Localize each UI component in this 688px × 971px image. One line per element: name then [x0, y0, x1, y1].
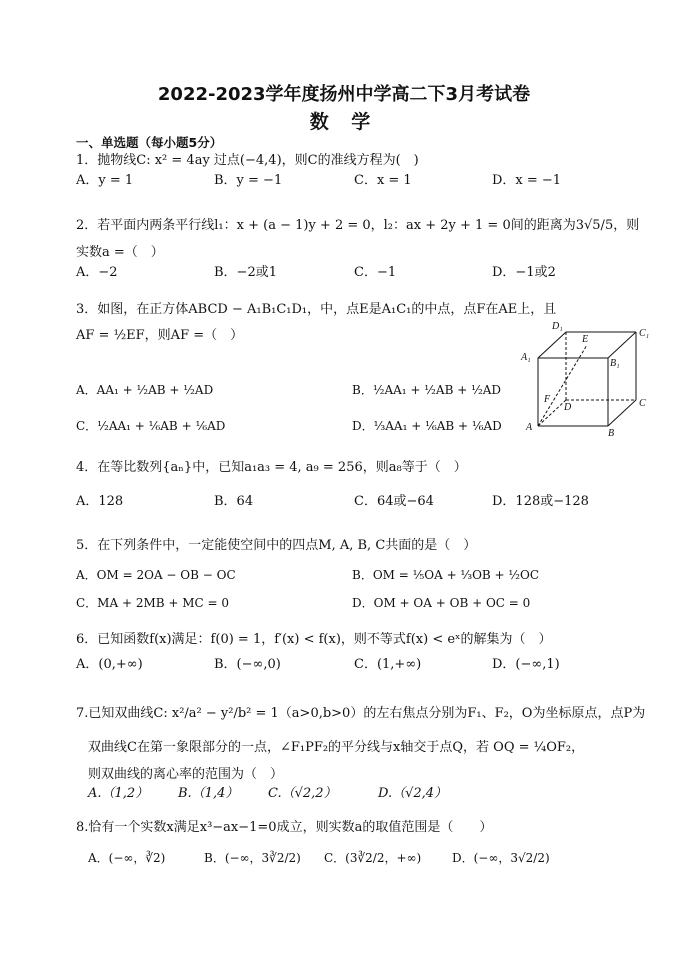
subject-title: 数 学	[309, 111, 379, 133]
q8-option-d: D．(−∞，3√2/2)	[452, 851, 550, 865]
q1-option-a: A．y = 1	[76, 173, 134, 188]
label-e: E	[582, 334, 589, 345]
q5-option-b: B．OM = ⅕OA + ⅓OB + ½OC	[352, 568, 540, 582]
q2-stem-2: 实数a =（ ）	[76, 245, 164, 260]
q3-stem-2: AF = ½EF，则AF =（ ）	[76, 328, 244, 343]
q4-option-b: B．64	[214, 494, 254, 509]
q8-option-a: A．(−∞，∛2)	[88, 851, 166, 865]
label-c: C	[639, 398, 646, 409]
q8-stem: 8.恰有一个实数x满足x³−ax−1=0成立，则实数a的取值范围是（ ）	[76, 820, 493, 835]
section-heading: 一、单选题（每小题5分）	[76, 135, 223, 150]
q7-stem-3: 则双曲线的离心率的范围为（ ）	[88, 767, 284, 782]
q5-option-d: D．OM + OA + OB + OC = 0	[352, 596, 531, 610]
q2-option-d: D．−1或2	[492, 265, 556, 280]
q2-stem: 2．若平面内两条平行线l₁：x + (a − 1)y + 2 = 0，l₂：ax + 2y + 1 = 0间的距离为3√5/5，则	[76, 218, 640, 233]
cube-figure	[518, 318, 660, 440]
q6-option-a: A．(0,+∞)	[76, 657, 143, 672]
exam-title: 2022-2023学年度扬州中学高二下3月考试卷	[157, 84, 531, 105]
q6-option-d: D．(−∞,1)	[492, 657, 560, 672]
q6-option-b: B．(−∞,0)	[214, 657, 281, 672]
label-b: B	[608, 428, 615, 439]
q1-stem: 1．抛物线C: x² = 4ay 过点(−4,4)，则C的准线方程为( )	[76, 153, 419, 168]
label-d1: D₁	[552, 321, 563, 332]
q5-option-c: C．MA + 2MB + MC = 0	[76, 596, 230, 610]
q6-option-c: C．(1,+∞)	[354, 657, 422, 672]
q1-option-b: B．y = −1	[214, 173, 283, 188]
q2-option-a: A．−2	[76, 265, 118, 280]
label-a1: A₁	[521, 352, 531, 363]
q3-option-c: C．½AA₁ + ⅙AB + ⅙AD	[76, 419, 226, 433]
q4-stem: 4．在等比数列{aₙ}中，已知a₁a₃ = 4, a₉ = 256，则a₈等于（ ）	[76, 460, 467, 475]
q1-option-d: D．x = −1	[492, 173, 562, 188]
q8-option-c: C．(3∛2/2，+∞)	[324, 851, 422, 865]
q3-stem: 3．如图，在正方体ABCD − A₁B₁C₁D₁，中，点E是A₁C₁的中点，点F在AE上，且	[76, 302, 557, 317]
label-f: F	[544, 394, 551, 405]
q6-stem: 6．已知函数f(x)满足：f(0) = 1，f′(x) < f(x)，则不等式f(x) < eˣ的解集为（ ）	[76, 632, 552, 647]
q7-stem-2: 双曲线C在第一象限部分的一点，∠F₁PF₂的平分线与x轴交于点Q，若 OQ = ¼OF₂，	[88, 740, 585, 755]
label-b1: B₁	[610, 358, 620, 369]
q5-option-a: A．OM = 2OA − OB − OC	[76, 568, 236, 582]
label-d: D	[564, 402, 572, 413]
q7-option-a: A.（1,2）	[88, 786, 149, 801]
q7-option-d: D.（√2,4）	[378, 786, 448, 801]
q1-option-c: C．x = 1	[354, 173, 412, 188]
q5-stem: 5．在下列条件中，一定能使空间中的四点M, A, B, C共面的是（ ）	[76, 538, 477, 553]
q4-option-d: D．128或−128	[492, 494, 589, 509]
q7-stem: 7.已知双曲线C: x²/a² − y²/b² = 1（a>0,b>0）的左右焦点分别为F₁、F₂，O为坐标原点，点P为	[76, 706, 646, 721]
q4-option-a: A．128	[76, 494, 124, 509]
label-c1: C₁	[639, 328, 650, 339]
label-a: A	[526, 422, 533, 433]
q2-option-c: C．−1	[354, 265, 397, 280]
q7-option-b: B.（1,4）	[178, 786, 239, 801]
q2-option-b: B．−2或1	[214, 265, 277, 280]
q7-option-c: C.（√2,2）	[268, 786, 337, 801]
q3-option-d: D．⅓AA₁ + ⅙AB + ⅙AD	[352, 419, 502, 433]
q4-option-c: C．64或−64	[354, 494, 434, 509]
q3-option-b: B．½AA₁ + ½AB + ½AD	[352, 383, 501, 397]
q3-option-a: A．AA₁ + ½AB + ½AD	[76, 383, 214, 397]
q8-option-b: B．(−∞，3∛2/2)	[204, 851, 301, 865]
